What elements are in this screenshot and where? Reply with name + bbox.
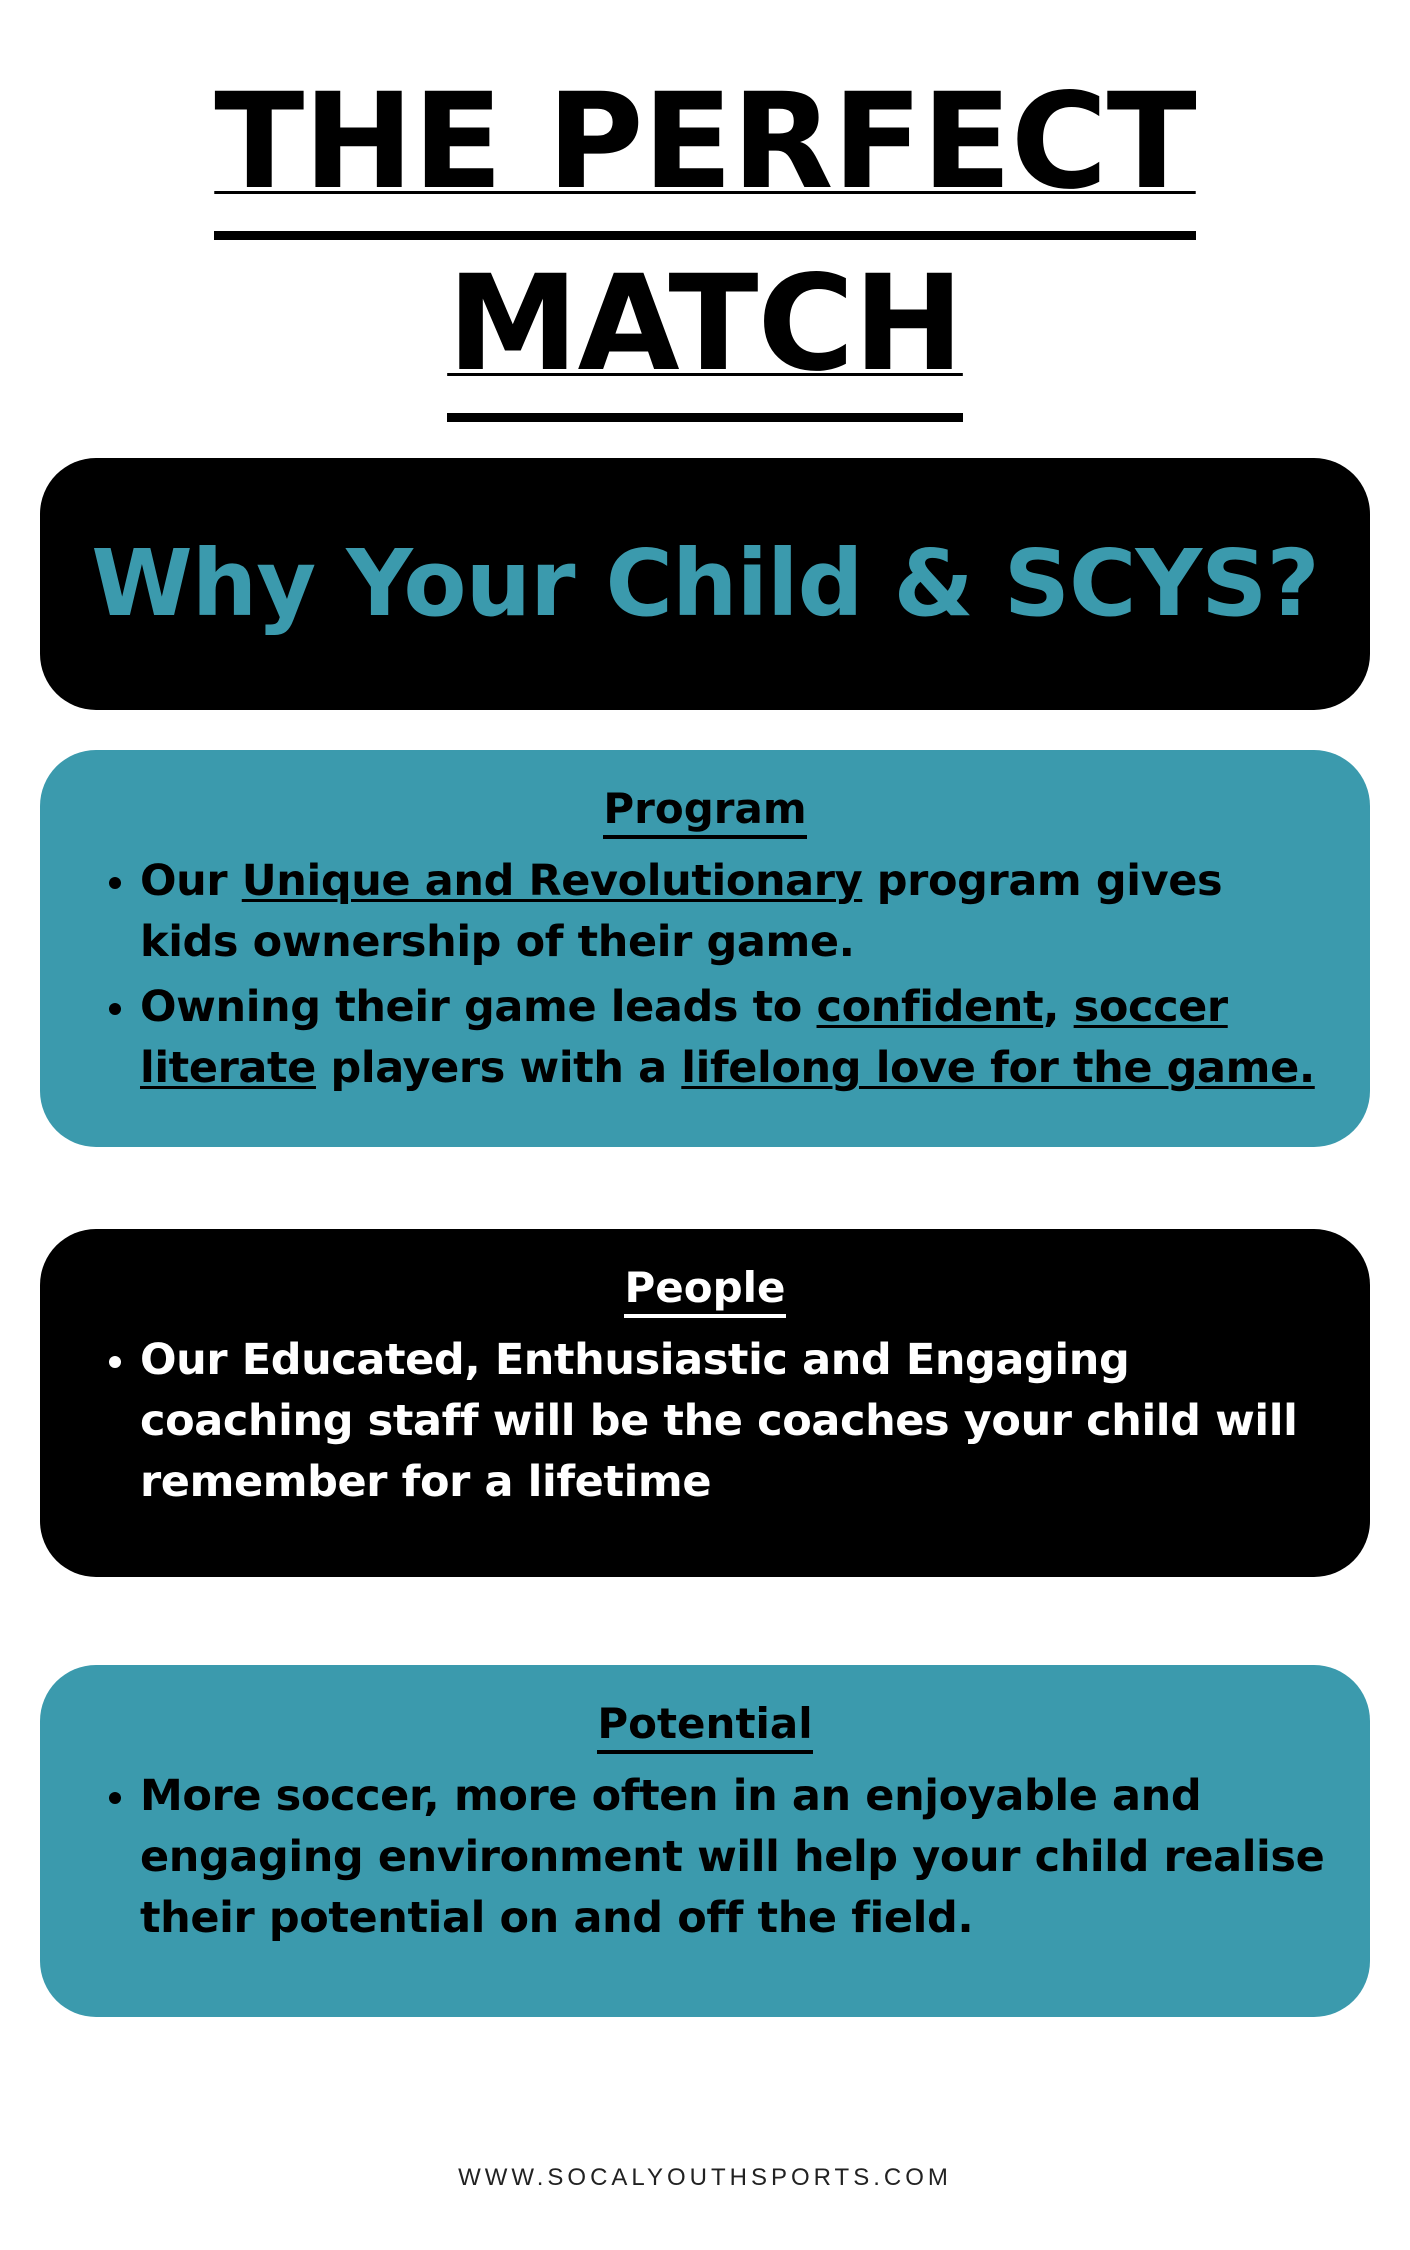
section-heading-program	[84, 784, 1326, 839]
section-heading-people-text: People	[624, 1263, 785, 1318]
section-heading-potential-text: Potential	[597, 1699, 812, 1754]
section-card-program	[40, 750, 1370, 1147]
list-item: • Owning their game leads to confident, soccer literate players with a lifelong love for the game.	[140, 977, 1326, 1099]
title-line-1-text: THE PERFECT	[214, 58, 1195, 240]
list-item: • Our Unique and Revolutionary program gives kids ownership of their game.	[140, 851, 1326, 973]
list-item: • More soccer, more often in an enjoyable and engaging environment will help your child realise their potential on and off the field.	[140, 1766, 1326, 1949]
section-heading-program-text: Program	[603, 784, 806, 839]
list-item: • Our Educated, Enthusiastic and Engaging coaching staff will be the coaches your child will remember for a lifetime	[140, 1330, 1326, 1513]
section-card-people	[40, 1229, 1370, 1577]
section-heading-potential	[84, 1699, 1326, 1754]
subtitle-banner	[40, 458, 1370, 710]
section-card-potential	[40, 1665, 1370, 2017]
title-line-2-text: MATCH	[447, 240, 963, 422]
section-bullets-people	[84, 1330, 1326, 1513]
poster-title	[40, 58, 1370, 422]
title-line-1	[40, 58, 1370, 240]
section-bullets-potential	[84, 1766, 1326, 1949]
footer-website: WWW.SOCALYOUTHSPORTS.COM	[458, 2164, 952, 2191]
subtitle-text: Why Your Child & SCYS?	[91, 529, 1319, 637]
section-bullets-program	[84, 851, 1326, 1099]
section-heading-people	[84, 1263, 1326, 1318]
title-line-2	[40, 240, 1370, 422]
